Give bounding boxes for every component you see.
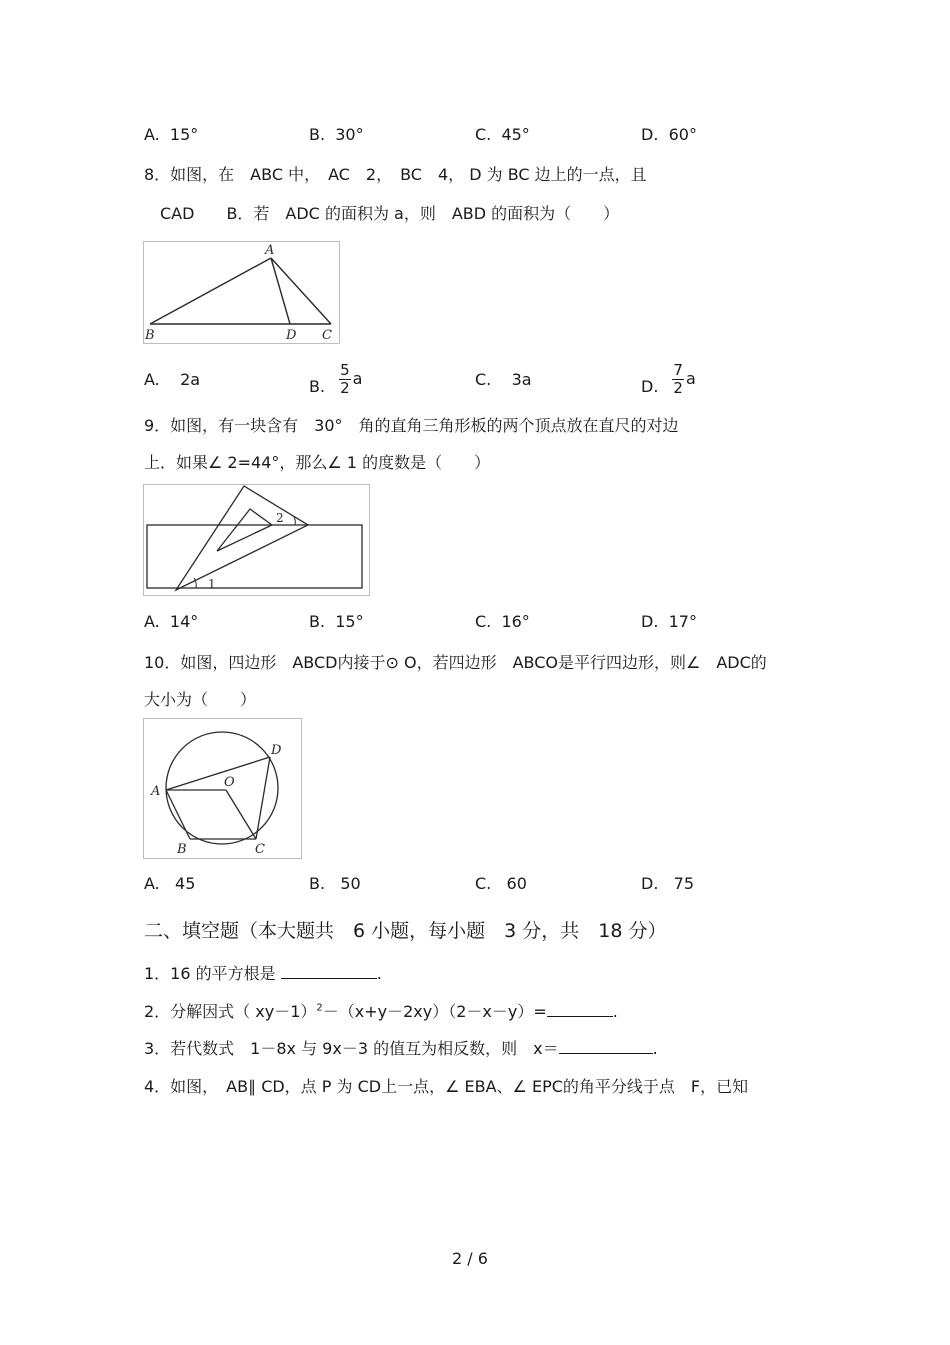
q10-label-b: B — [177, 842, 187, 857]
q9-label-angle-1: 1 — [208, 577, 216, 591]
page-number: 2 / 6 — [452, 1249, 488, 1268]
q10-stem-line1: 10．如图，四边形 ABCD内接于⊙ O，若四边形 ABCO是平行四边形，则∠ ADC的 — [144, 653, 767, 672]
fill-q2-blank — [547, 1002, 613, 1017]
fill-q2: 2．分解因式（ xy－1）$^2$－（x+y－2xy）（2－x－y）= . — [144, 1002, 618, 1021]
q9-stem-line1: 9．如图，有一块含有 30° 角的直角三角形板的两个顶点放在直尺的对边 — [144, 416, 679, 435]
q8-stem-line1: 8．如图，在 ABC 中， AC 2， BC 4， D 为 BC 边上的一点，且 — [144, 165, 647, 184]
q7-option-a: A. 15° — [144, 125, 199, 144]
q9-figure — [143, 484, 370, 596]
q8-options — [144, 362, 864, 402]
q8-option-b-fraction: $\frac{5}{2}$ — [340, 361, 350, 397]
q10-option-b: B. 50 — [309, 874, 361, 893]
q8-label-b: B — [145, 328, 155, 343]
q8-option-d: D. $\frac{7}{2}$ a — [641, 361, 696, 397]
q8-option-a: A. 2a — [144, 370, 201, 389]
q9-option-c: C. 16° — [475, 612, 530, 631]
section-2-title: 二、填空题（本大题共 6 小题，每小题 3 分，共 18 分） — [144, 920, 667, 942]
q10-figure — [143, 718, 302, 859]
q8-stem-line2: CAD B．若 ADC 的面积为 a，则 ABD 的面积为（ ） — [160, 204, 620, 223]
q8-label-d: D — [286, 328, 297, 343]
q10-label-d: D — [271, 743, 282, 758]
q8-figure — [143, 241, 340, 344]
fill-q4: 4．如图， AB∥ CD，点 P 为 CD上一点，∠ EBA、∠ EPC的角平分线于点 F，已知 — [144, 1077, 749, 1096]
q7-option-b: B. 30° — [309, 125, 364, 144]
q10-option-d: D. 75 — [641, 874, 695, 893]
q10-options — [144, 874, 864, 898]
q10-label-a: A — [151, 784, 161, 799]
q9-option-a: A. 14° — [144, 612, 199, 631]
q9-label-angle-2: 2 — [276, 511, 284, 525]
fill-q3-blank — [559, 1039, 653, 1054]
q10-option-c: C. 60 — [475, 874, 527, 893]
q9-option-b: B. 15° — [309, 612, 364, 631]
q8-option-d-fraction: $\frac{7}{2}$ — [673, 361, 683, 397]
q9-option-d: D. 17° — [641, 612, 697, 631]
q7-options — [144, 125, 864, 149]
q7-option-d: D. 60° — [641, 125, 697, 144]
fill-q1-blank — [281, 964, 377, 979]
q10-label-c: C — [255, 842, 265, 857]
q10-option-a: A. 45 — [144, 874, 196, 893]
q8-label-a: A — [265, 243, 275, 258]
q9-options — [144, 612, 864, 636]
q10-stem-line2: 大小为（ ） — [144, 690, 257, 709]
q7-option-c: C. 45° — [475, 125, 530, 144]
q9-stem-line2: 上．如果∠ 2=44°，那么∠ 1 的度数是（ ） — [144, 453, 491, 472]
q8-option-c: C. 3a — [475, 370, 532, 389]
q8-option-b: B. $\frac{5}{2}$ a — [309, 361, 363, 397]
fill-q3: 3．若代数式 1－8x 与 9x－3 的值互为相反数，则 x＝ . — [144, 1039, 658, 1058]
fill-q1: 1．16 的平方根是 . — [144, 964, 382, 983]
q8-label-c: C — [322, 328, 332, 343]
q10-label-o: O — [224, 775, 235, 790]
